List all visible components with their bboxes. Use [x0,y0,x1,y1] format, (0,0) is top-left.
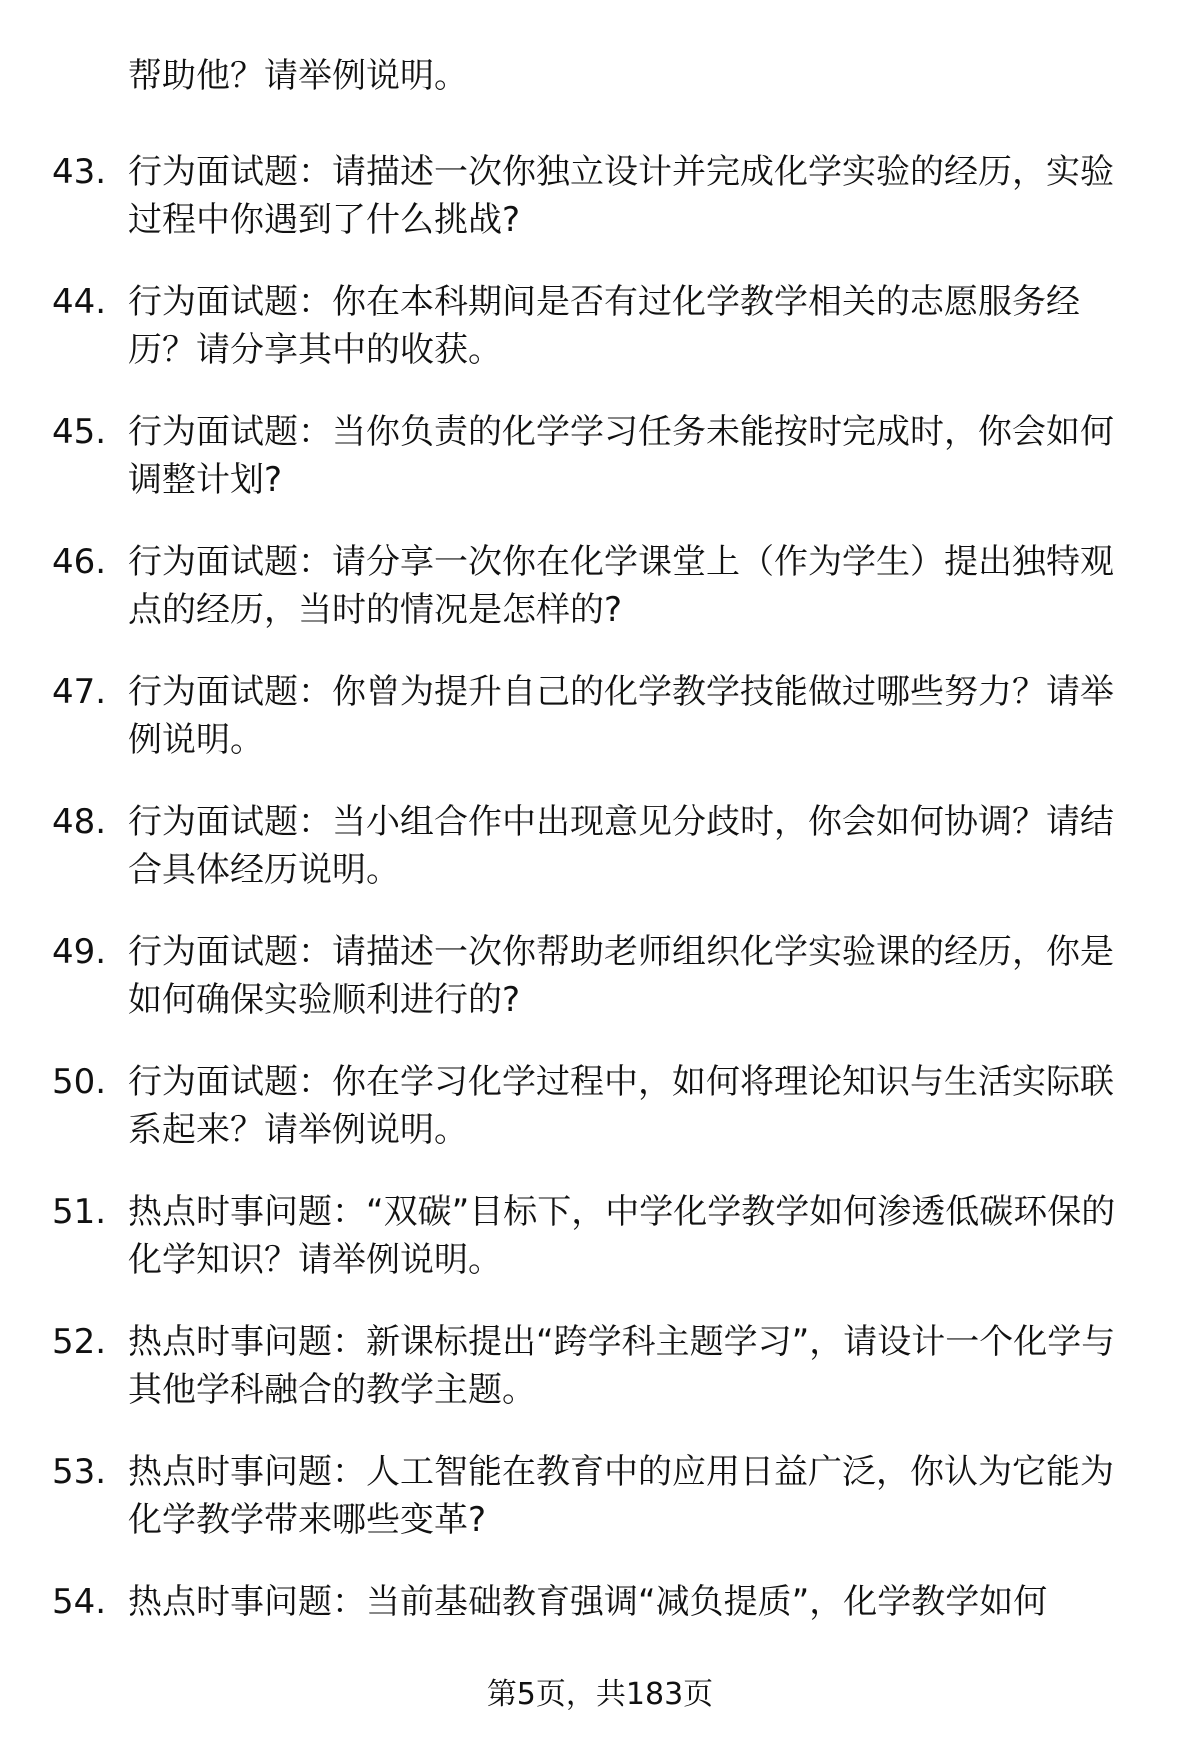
question-text: 行为面试题：你在本科期间是否有过化学教学相关的志愿服务经历？请分享其中的收获。 [128,282,1080,370]
question-number: 54. [52,1582,107,1622]
question-text: 行为面试题：请描述一次你独立设计并完成化学实验的经历，实验过程中你遇到了什么挑战? [128,152,1114,240]
question-text: 行为面试题：当你负责的化学学习任务未能按时完成时，你会如何调整计划? [128,412,1114,500]
question-number: 48. [52,802,107,842]
question-text: 热点时事问题：“双碳”目标下，中学化学教学如何渗透低碳环保的化学知识？请举例说明。 [128,1192,1116,1280]
question-text: 行为面试题：请描述一次你帮助老师组织化学实验课的经历，你是如何确保实验顺利进行的? [128,932,1114,1020]
question-number: 47. [52,672,107,712]
page-footer: 第5页，共183页 [486,1677,714,1712]
question-number: 50. [52,1062,107,1102]
question-number: 49. [52,932,107,972]
question-text: 行为面试题：当小组合作中出现意见分歧时，你会如何协调？请结合具体经历说明。 [128,802,1114,890]
question-text: 热点时事问题：新课标提出“跨学科主题学习”，请设计一个化学与其他学科融合的教学主题。 [128,1322,1116,1410]
question-continuation-text: 帮助他？请举例说明。 [128,56,468,96]
question-number: 46. [52,542,107,582]
question-text: 热点时事问题：当前基础教育强调“减负提质”，化学教学如何 [128,1582,1048,1622]
question-number: 53. [52,1452,107,1492]
question-text: 行为面试题：你曾为提升自己的化学教学技能做过哪些努力？请举例说明。 [128,672,1114,760]
question-number: 43. [52,152,107,192]
question-number: 52. [52,1322,107,1362]
question-text: 热点时事问题：人工智能在教育中的应用日益广泛，你认为它能为化学教学带来哪些变革? [128,1452,1114,1540]
question-number: 45. [52,412,107,452]
question-text: 行为面试题：请分享一次你在化学课堂上（作为学生）提出独特观点的经历，当时的情况是怎样的? [128,542,1114,630]
question-number: 51. [52,1192,107,1232]
question-number: 44. [52,282,107,322]
question-text: 行为面试题：你在学习化学过程中，如何将理论知识与生活实际联系起来？请举例说明。 [128,1062,1114,1150]
